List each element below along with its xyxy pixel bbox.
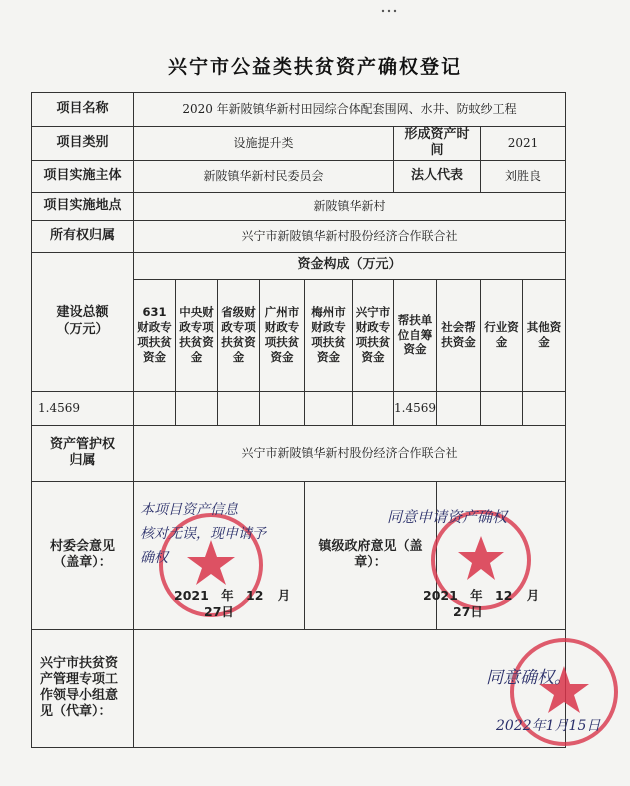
village-date-day: 27日 xyxy=(204,603,234,619)
village-handwriting-1: 本项目资产信息 xyxy=(140,501,238,518)
town-date-day: 27日 xyxy=(453,603,483,619)
legal-rep-label: 法人代表 xyxy=(394,160,481,192)
town-handwriting: 同意申请资产确权 xyxy=(387,507,508,526)
funding-value-631 xyxy=(134,391,176,425)
ownership-label: 所有权归属 xyxy=(32,220,134,252)
funding-col-industry: 行业资金 xyxy=(481,279,523,391)
legal-rep-value: 刘胜良 xyxy=(481,160,566,192)
leader-date: 2022年1月15日 xyxy=(496,717,601,734)
row-project-name xyxy=(32,93,566,127)
funding-col-central: 中央财政专项扶贫资金 xyxy=(176,279,218,391)
project-name-label: 项目名称 xyxy=(32,93,134,127)
funding-col-provincial: 省级财政专项扶贫资金 xyxy=(218,279,260,391)
management-value: 兴宁市新陂镇华新村股份经济合作联合社 xyxy=(134,425,566,481)
funding-col-support-unit: 帮扶单位自筹资金 xyxy=(394,279,437,391)
project-type-label: 项目类别 xyxy=(32,127,134,161)
village-handwriting-2: 核对无误，现申请予 xyxy=(140,525,266,542)
project-type-value: 设施提升类 xyxy=(134,127,394,161)
funding-value-other xyxy=(523,391,566,425)
town-date-year: 2021 xyxy=(423,587,458,603)
row-management xyxy=(32,425,566,481)
village-handwriting-3: 确权 xyxy=(140,549,168,566)
total-amount-value: 1.4569 xyxy=(32,391,134,425)
location-label: 项目实施地点 xyxy=(32,192,134,220)
row-funding-header xyxy=(32,252,566,279)
funding-value-xingning xyxy=(353,391,394,425)
village-opinion-cell xyxy=(134,481,305,629)
funding-col-other: 其他资金 xyxy=(523,279,566,391)
funding-col-xingning: 兴宁市财政专项扶贫资金 xyxy=(353,279,394,391)
funding-value-meizhou xyxy=(305,391,353,425)
funding-col-social: 社会帮扶资金 xyxy=(437,279,481,391)
town-date-year-suffix: 年 xyxy=(470,587,483,603)
management-label: 资产管护权归属 xyxy=(32,425,134,481)
funding-value-social xyxy=(437,391,481,425)
project-name-value: 2020 年新陂镇华新村田园综合体配套围网、水井、防蚊纱工程 xyxy=(134,93,566,127)
leader-opinion-label: 兴宁市扶贫资产管理专项工作领导小组意见（代章）： xyxy=(32,629,134,747)
village-date-year: 2021 xyxy=(174,587,209,603)
implementer-label: 项目实施主体 xyxy=(32,160,134,192)
funding-value-central xyxy=(176,391,218,425)
row-project-type xyxy=(32,127,566,161)
row-opinions xyxy=(32,481,566,629)
implementer-value: 新陂镇华新村民委员会 xyxy=(134,160,394,192)
total-amount-label-text: 建设总额（万元） xyxy=(56,305,109,337)
row-location xyxy=(32,192,566,220)
ownership-value: 兴宁市新陂镇华新村股份经济合作联合社 xyxy=(134,220,566,252)
total-amount-label xyxy=(32,252,134,391)
town-date xyxy=(423,588,539,604)
funding-value-provincial xyxy=(218,391,260,425)
location-value: 新陂镇华新村 xyxy=(134,192,566,220)
funding-col-meizhou: 梅州市财政专项扶贫资金 xyxy=(305,279,353,391)
village-date-month: 12 xyxy=(246,587,264,603)
funding-col-631: 631 财政专项扶贫资金 xyxy=(134,279,176,391)
town-opinion-label: 镇级政府意见（盖章）： xyxy=(305,481,437,629)
town-date-month-suffix: 月 xyxy=(526,587,540,603)
scan-mark xyxy=(380,8,398,14)
row-leader-opinion xyxy=(32,629,566,747)
leader-opinion-cell xyxy=(134,629,601,747)
asset-time-value: 2021 xyxy=(481,127,566,161)
registration-form xyxy=(31,92,601,748)
village-date xyxy=(174,588,290,604)
asset-time-label: 形成资产时间 xyxy=(394,127,481,161)
village-date-year-suffix: 年 xyxy=(221,587,234,603)
leader-handwriting: 同意确权。 xyxy=(486,667,571,688)
row-ownership xyxy=(32,220,566,252)
village-opinion-label: 村委会意见（盖章）： xyxy=(32,481,134,629)
funding-value-guangzhou xyxy=(260,391,305,425)
funding-value-industry xyxy=(481,391,523,425)
village-date-month-suffix: 月 xyxy=(277,587,291,603)
row-implementer xyxy=(32,160,566,192)
town-date-month: 12 xyxy=(495,587,513,603)
funding-col-guangzhou: 广州市财政专项扶贫资金 xyxy=(260,279,305,391)
town-opinion-cell xyxy=(387,481,566,629)
page-title: 兴宁市公益类扶贫资产确权登记 xyxy=(167,56,462,78)
funding-value-support-unit: 1.4569 xyxy=(394,391,437,425)
funding-composition-label: 资金构成（万元） xyxy=(134,252,566,279)
row-funding-values xyxy=(32,391,566,425)
